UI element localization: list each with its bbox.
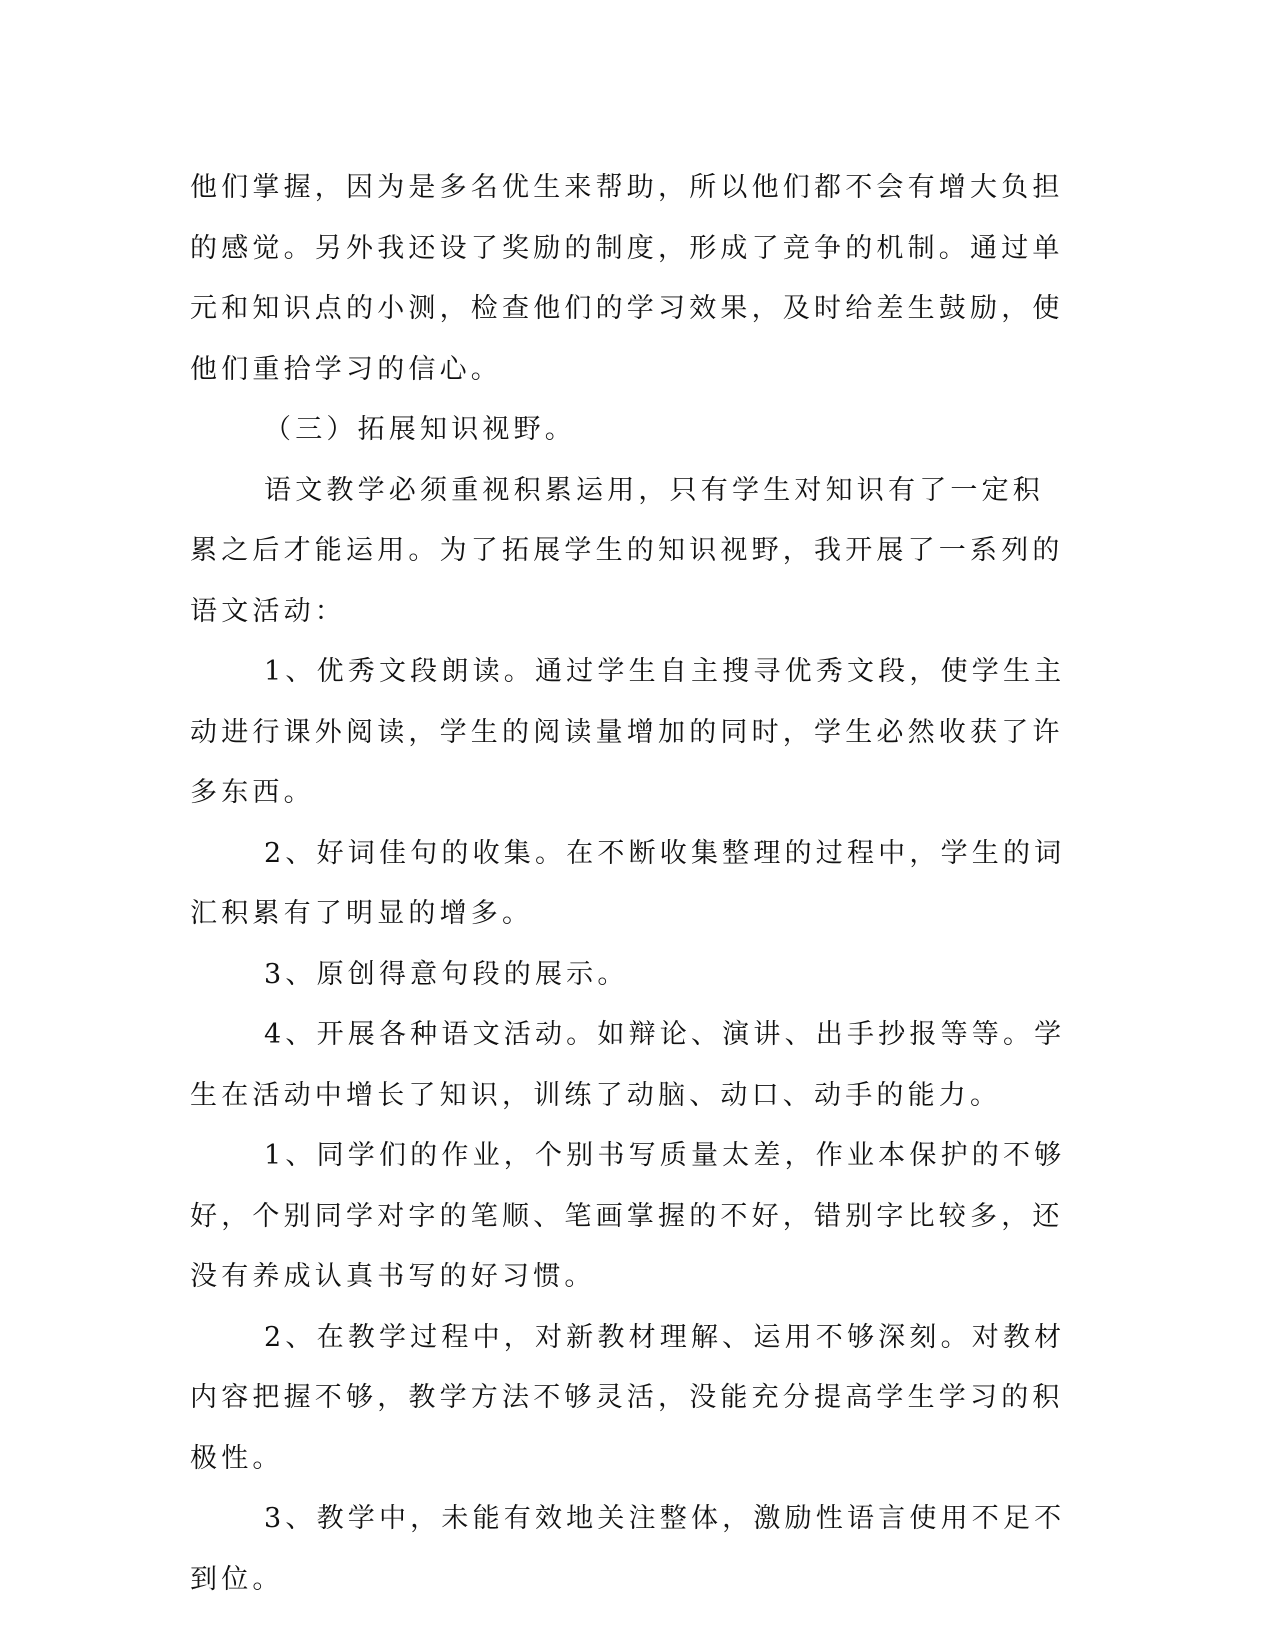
list-item: 2、在教学过程中，对新教材理解、运用不够深刻。对教材内容把握不够，教学方法不够灵活，没能充分提高学生学习的积极性。 — [190, 1321, 1066, 1474]
list-item: 3、教学中，未能有效地关注整体，激励性语言使用不足不到位。 — [190, 1503, 1066, 1595]
list-item: 2、好词佳句的收集。在不断收集整理的过程中，学生的词汇积累有了明显的增多。 — [190, 837, 1066, 929]
paragraph-continued: 他们掌握，因为是多名优生来帮助，所以他们都不会有增大负担的感觉。另外我还设了奖励的制度，形成了竞争的机制。通过单元和知识点的小测，检查他们的学习效果，及时给差生鼓励，使他们重拾学习的信心。 — [190, 172, 1064, 385]
list-item: 4、开展各种语文活动。如辩论、演讲、出手抄报等等。学生在活动中增长了知识，训练了动脑、动口、动手的能力。 — [190, 1019, 1066, 1111]
list-item: 1、优秀文段朗读。通过学生自主搜寻优秀文段，使学生主动进行课外阅读，学生的阅读量增加的同时，学生必然收获了许多东西。 — [190, 656, 1066, 808]
paragraph: 语文教学必须重视积累运用，只有学生对知识有了一定积累之后才能运用。为了拓展学生的知识视野，我开展了一系列的语文活动： — [190, 474, 1064, 627]
list-item: 1、同学们的作业，个别书写质量太差，作业本保护的不够好，个别同学对字的笔顺、笔画掌握的不好，错别字比较多，还没有养成认真书写的好习惯。 — [190, 1140, 1066, 1292]
document-body — [190, 158, 1074, 1610]
list-item: 3、原创得意句段的展示。 — [264, 958, 629, 990]
section-heading: （三）拓展知识视野。 — [264, 414, 576, 445]
